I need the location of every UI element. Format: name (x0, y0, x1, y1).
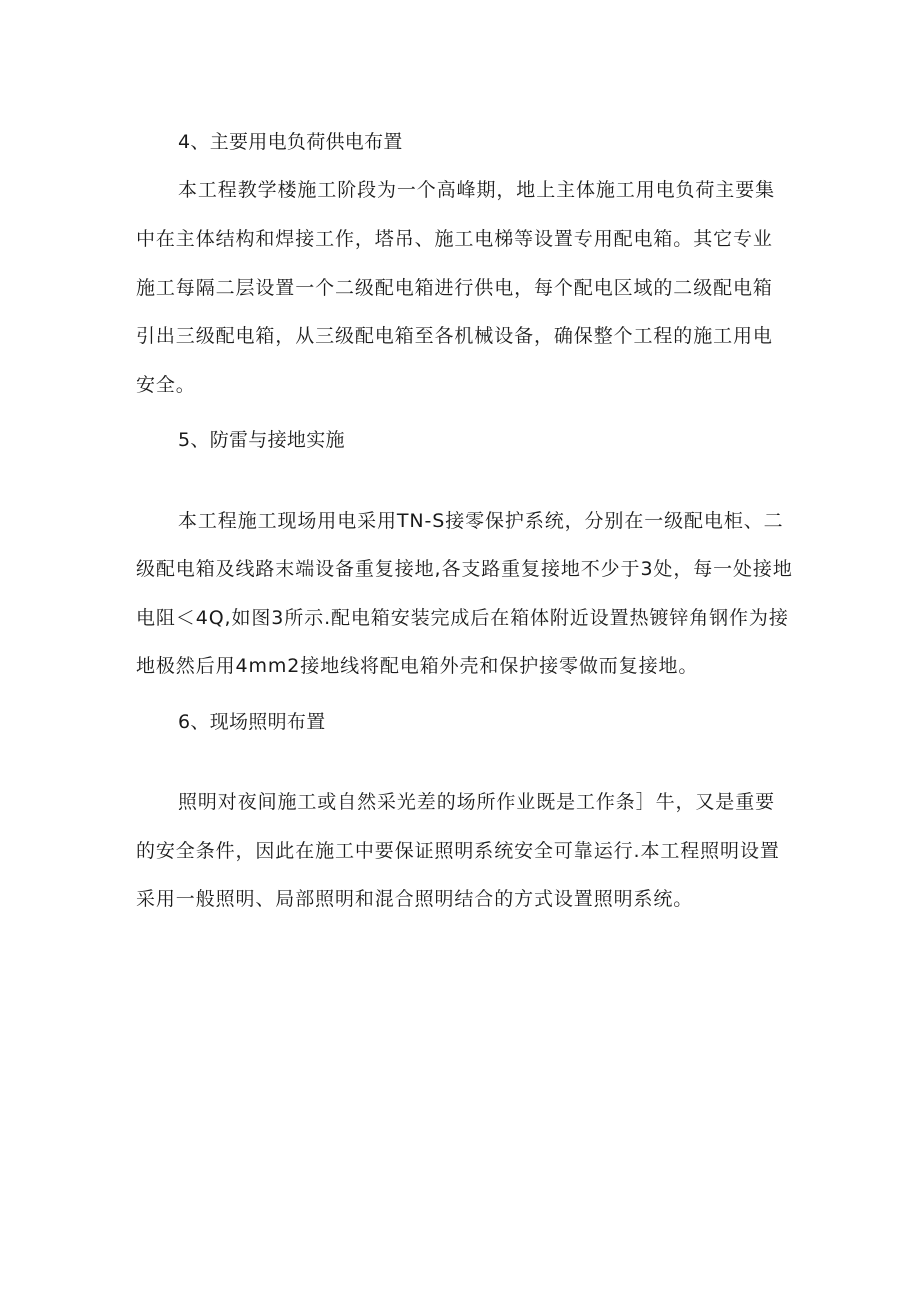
section-5-line-2: 级配电箱及线路末端设备重复接地,各支路重复接地不少于3处，每一处接地 (136, 558, 793, 580)
section-6-line-2: 的安全条件，因此在施工中要保证照明系统安全可靠运行.本工程照明设置 (136, 840, 780, 862)
section-5-line-1: 本工程施工现场用电采用TN-S接零保护系统，分别在一级配电柜、二 (178, 510, 784, 532)
section-4-line-2: 中在主体结构和焊接工作，塔吊、施工电梯等设置专用配电箱。其它专业 (136, 228, 773, 250)
section-4-line-1: 本工程教学楼施工阶段为一个高峰期，地上主体施工用电负荷主要集 (178, 179, 776, 201)
section-5-heading: 5、防雷与接地实施 (178, 429, 345, 451)
section-6-heading: 6、现场照明布置 (178, 711, 326, 733)
section-4-line-3: 施工每隔二层设置一个二级配电箱进行供电，每个配电区域的二级配电箱 (136, 277, 773, 299)
section-5-line-3: 电阻＜4Q,如图3所示.配电箱安装完成后在箱体附近设置热镀锌角钢作为接 (136, 607, 789, 629)
section-5-line-4: 地极然后用4mm2接地线将配电箱外壳和保护接零做而复接地。 (136, 655, 699, 677)
section-4-heading: 4、主要用电负荷供电布置 (178, 131, 403, 153)
section-6-line-3: 采用一般照明、局部照明和混合照明结合的方式设置照明系统。 (136, 888, 694, 910)
section-4-line-4: 引出三级配电箱，从三级配电箱至各机械设备，确保整个工程的施工用电 (136, 325, 773, 347)
section-4-line-5: 安全。 (136, 374, 196, 396)
section-6-line-1: 照明对夜间施工或自然采光差的场所作业既是工作条］牛，又是重要 (178, 791, 776, 813)
